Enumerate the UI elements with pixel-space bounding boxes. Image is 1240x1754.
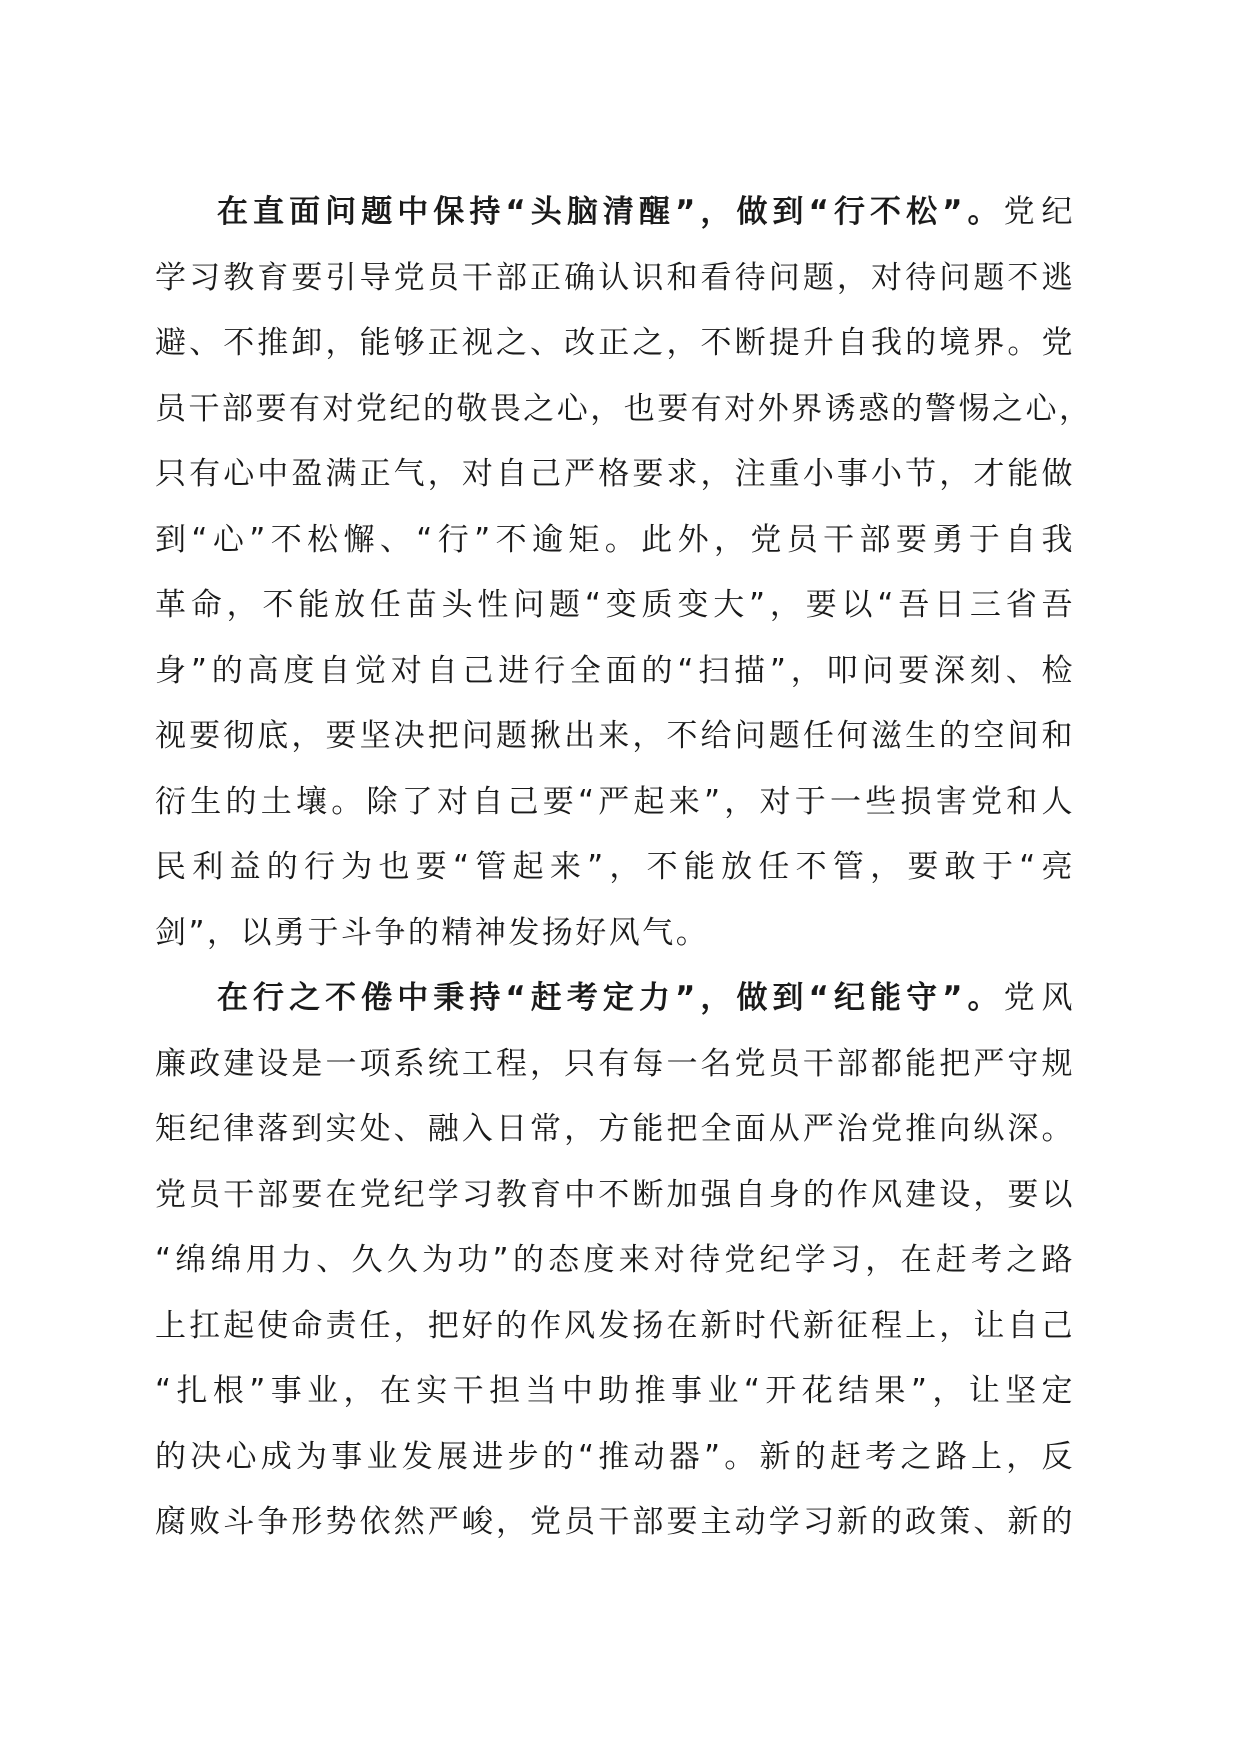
document-body	[155, 180, 1093, 1556]
paragraph-2-first-line-rest: 党风	[1003, 980, 1075, 1016]
paragraph-1-first-line-rest: 党纪	[1003, 194, 1075, 230]
paragraph-1-heading: 在直面问题中保持“头脑清醒”，做到“行不松”。	[217, 194, 1004, 230]
text-line: 学习教育要引导党员干部正确认识和看待问题，对待问题不逃	[155, 259, 1075, 296]
paragraph-1-first-line	[155, 180, 1075, 246]
text-line: 的决心成为事业发展进步的“推动器”。新的赶考之路上，反	[155, 1438, 1075, 1475]
text-line: 腐败斗争形势依然严峻，党员干部要主动学习新的政策、新的	[155, 1504, 1075, 1540]
text-line: 避、不推卸，能够正视之、改正之，不断提升自我的境界。党	[155, 325, 1075, 361]
text-line: 民利益的行为也要“管起来”，不能放任不管，要敢于“亮	[155, 849, 1075, 885]
text-line: 只有心中盈满正气，对自己严格要求，注重小事小节，才能做	[155, 456, 1075, 492]
text-line: 衍生的土壤。除了对自己要“严起来”，对于一些损害党和人	[155, 783, 1075, 820]
paragraph-2	[155, 966, 1075, 1556]
text-line: 视要彻底，要坚决把问题揪出来，不给问题任何滋生的空间和	[155, 718, 1075, 754]
paragraph-1	[155, 180, 1093, 966]
text-line: 身”的高度自觉对自己进行全面的“扫描”，叩问要深刻、检	[155, 652, 1075, 689]
text-line: 剑”，以勇于斗争的精神发扬好风气。	[155, 914, 710, 951]
text-line: 矩纪律落到实处、融入日常，方能把全面从严治党推向纵深。	[155, 1111, 1075, 1147]
text-line: 到“心”不松懈、“行”不逾矩。此外，党员干部要勇于自我	[155, 521, 1075, 558]
paragraph-2-heading: 在行之不倦中秉持“赶考定力”，做到“纪能守”。	[217, 980, 1004, 1016]
text-line: 员干部要有对党纪的敬畏之心，也要有对外界诱惑的警惕之心，	[155, 390, 1093, 427]
text-line: “绵绵用力、久久为功”的态度来对待党纪学习，在赶考之路	[155, 1242, 1075, 1278]
text-line: “扎根”事业，在实干担当中助推事业“开花结果”，让坚定	[155, 1373, 1075, 1409]
text-line: 革命，不能放任苗头性问题“变质变大”，要以“吾日三省吾	[155, 587, 1075, 623]
paragraph-2-first-line	[155, 966, 1075, 1032]
text-line: 上扛起使命责任，把好的作风发扬在新时代新征程上，让自己	[155, 1307, 1075, 1344]
text-line: 党员干部要在党纪学习教育中不断加强自身的作风建设，要以	[155, 1176, 1075, 1213]
text-line: 廉政建设是一项系统工程，只有每一名党员干部都能把严守规	[155, 1045, 1075, 1082]
